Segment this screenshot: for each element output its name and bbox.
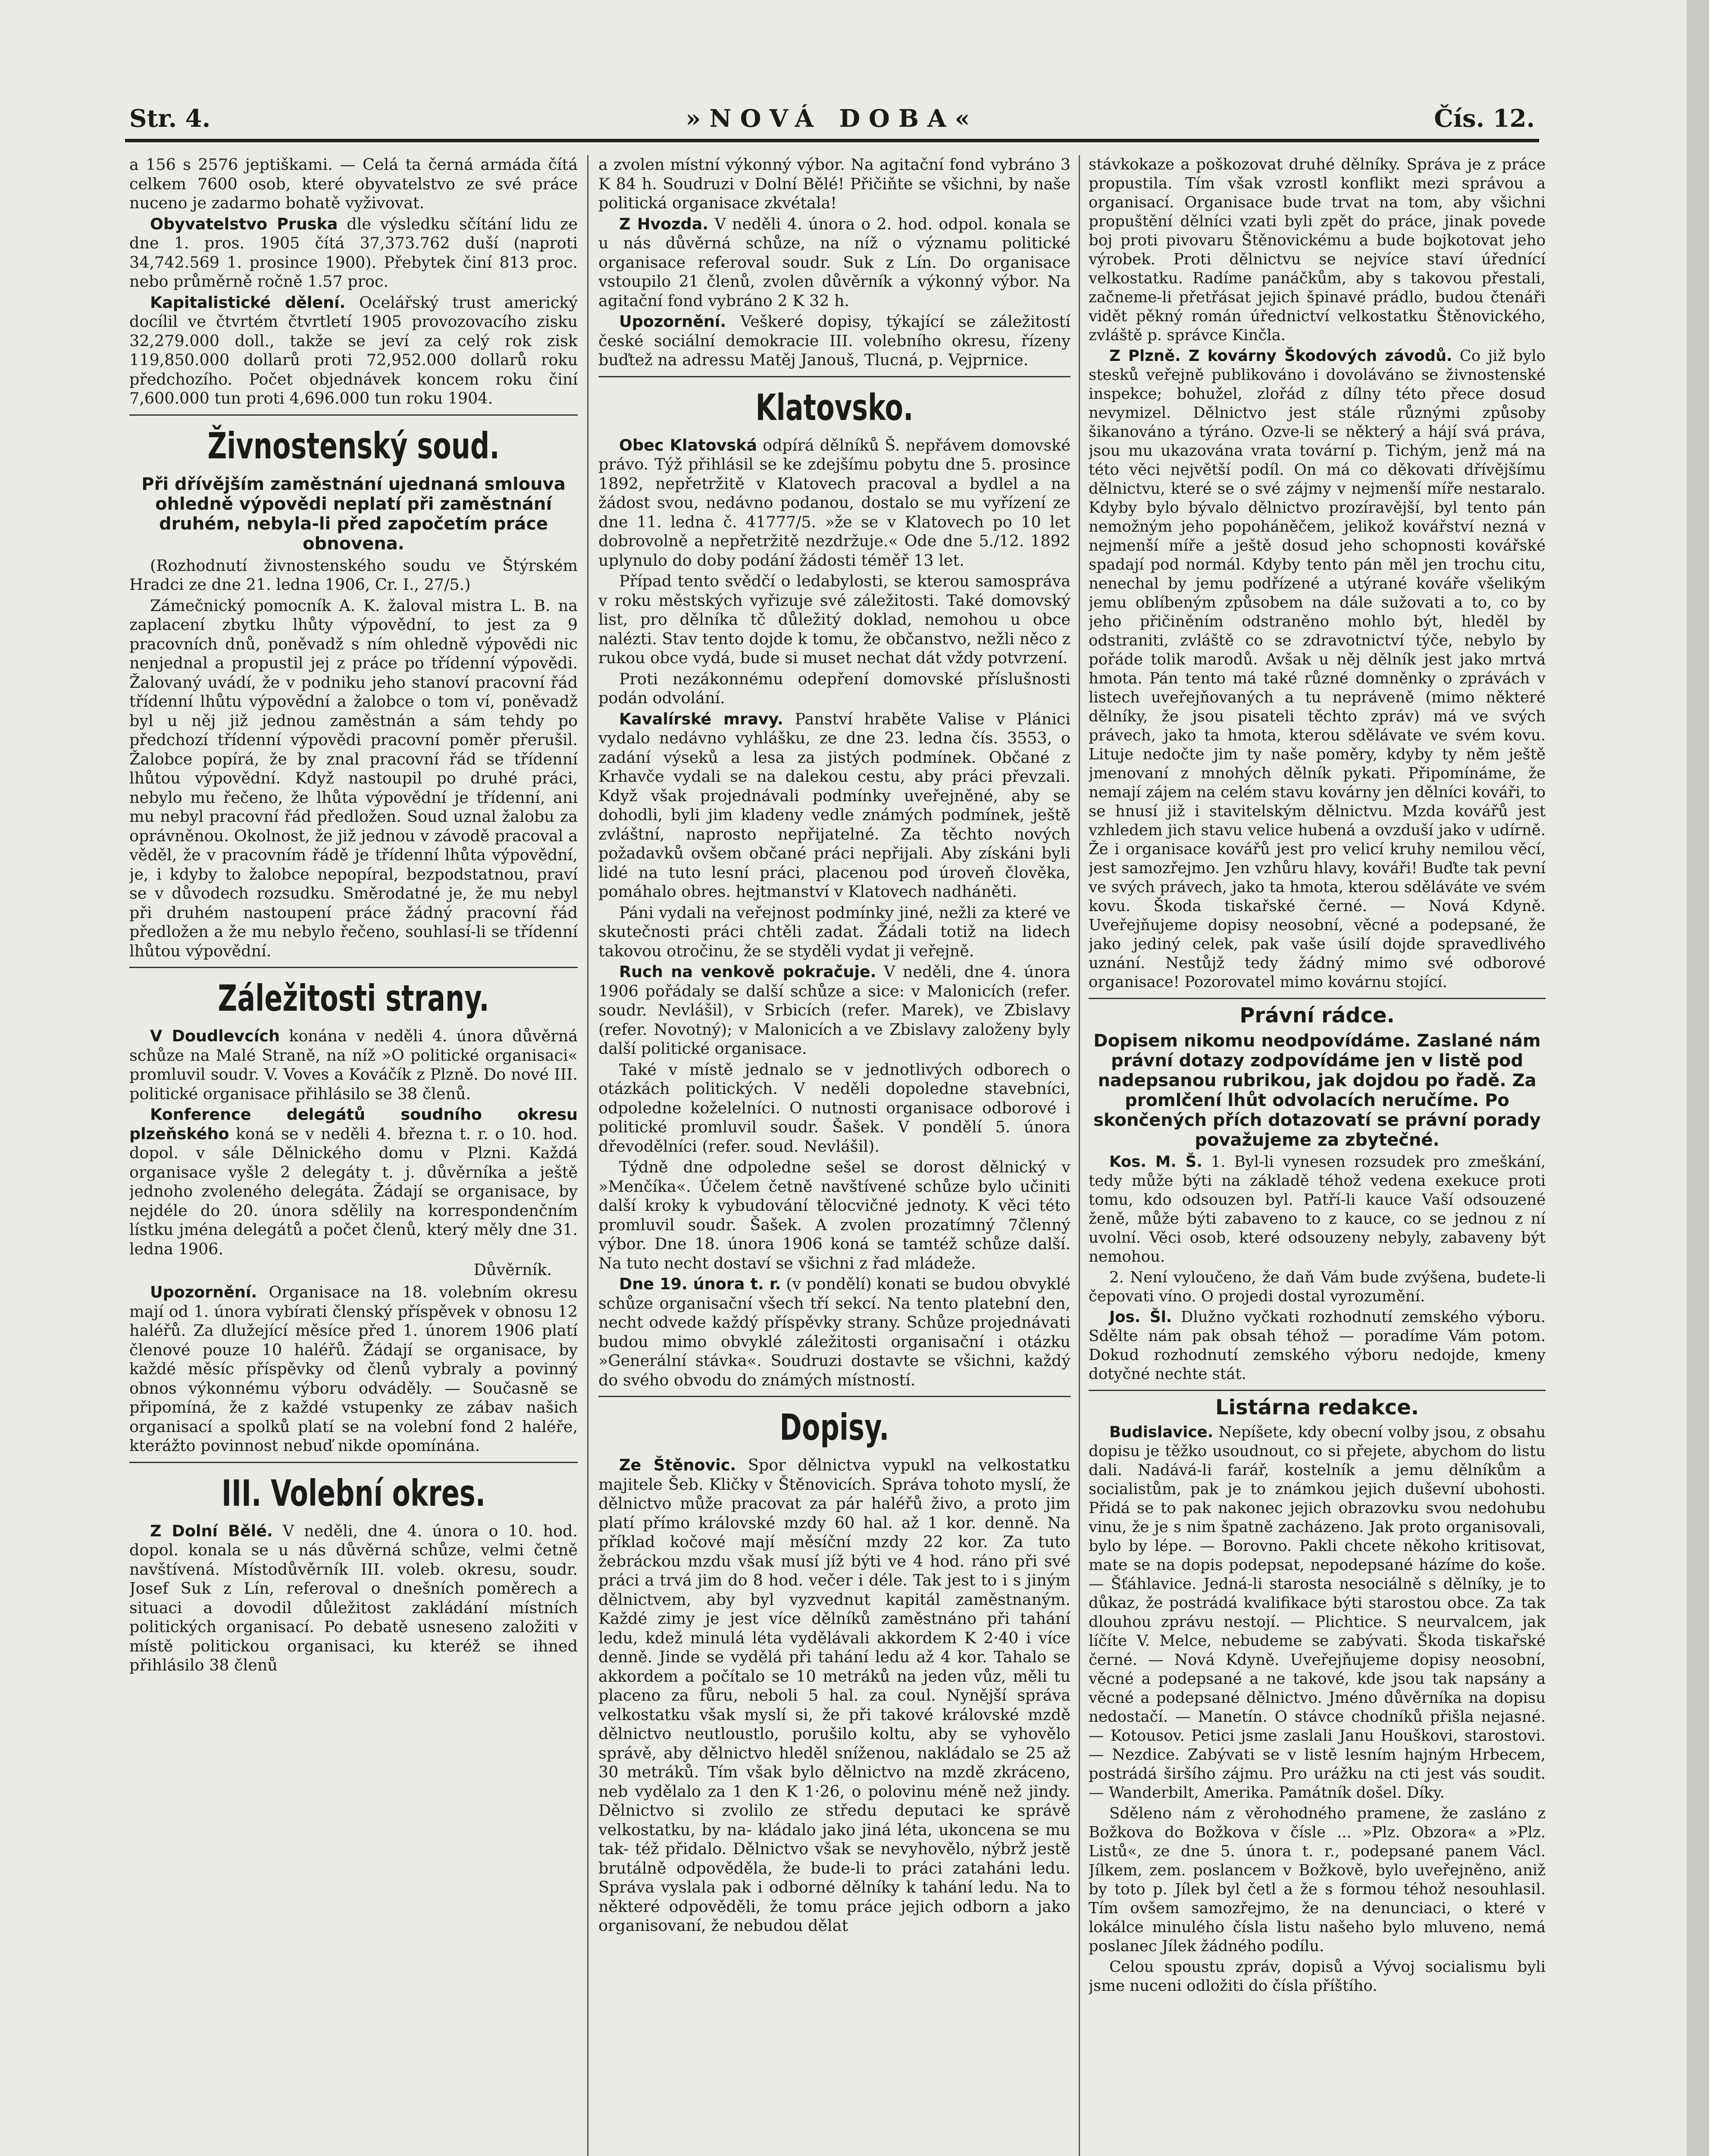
article-text: Dlužno vyčkati rozhodnutí zemského výboru. Sdělte nám pak obsah téhož — poradíme Vám potom. Dokud rozhodnutí zemského výboru nedojde, kmeny dotyčné nechte stát. — [1089, 1308, 1546, 1383]
section-rule — [129, 1462, 578, 1463]
article-paragraph — [129, 293, 578, 408]
article-text: Páni vydali na veřejnost podmínky jiné, nežli za které ve skutečnosti práci chtěli zadat. Žádali totiž na lidech takovou otročinu, že se styděli vydat ji veřejně. — [598, 903, 1070, 960]
article-text: 1. Byl-li vynesen rozsudek pro zmeškání, tedy může býti na základě téhož vedena exekuce proti tomu, kdo odsouzen byl. Patří-li kauce Vaší odsouzené ženě, může býti zabaveno to z kauce, co se jednou z ní uvolní. Věci osob, které odsouzeny nebyly, zabaveny být nemohou. — [1089, 1153, 1546, 1266]
article-text: Nepíšete, kdy obecní volby jsou, z obsahu dopisu je těžko usoudnout, co si přejete, abychom do listu dali. Nadává-li farář, kostelník a jemu dělníkům a socialistům, pak je to známkou jejich duševní ubohosti. Přidá se to pak nakonec jejich obrazovku svou nedohubu vinu, že je s nim špatně zacházeno. Jak proto organisovali, bylo by lépe. — Borovno. Pakli chcete někoho kritisovat, mate se na dopis podepsat, nepodepsané házíme do koše. — Šťáhlavice. Jedná-li starosta nesociálně s dělníky, je to důkaz, že postrádá kvalifikace býti starostou obce. Za tak dlouhou zprávu nestojí. — Plichtice. S neurvalcem, jak líčíte V. Melce, nebudeme se zabývati. Škoda tiskařské černé. — Nová Kdyně. Uveřejňujeme dopisy neosobní, věcné a podepsané a ne takové, kde jsou tak napsány a věcné a podepsané dělnictvo. Jméno důvěrníka na dopisu nedostačí. — Manetín. O stávce chodníků přišla nejasné. — Kotousov. Petici jsme zaslali Janu Houškovi, starostovi. — Nezdice. Zabývati se v listě lesním hajným Hrbecem, postrádá širšího zájmu. Pro urážku na cti jest vás soudit. — Wanderbilt, Amerika. Památník došel. Díky. — [1089, 1423, 1546, 1802]
page-edge — [1687, 0, 1709, 2156]
lead-in: Ze Štěnovic. — [619, 1456, 736, 1474]
section-subheading: Při dřívějším zaměstnání ujednaná smlouva ohledně výpovědi neplatí při zaměstnání druhém, nebyla-li před započetím práce obnovena. — [141, 474, 566, 554]
lead-in: Z Plzně. Z kovárny Škodových závodů. — [1109, 347, 1452, 365]
article-paragraph — [598, 962, 1070, 1059]
article-text: (Rozhodnutí živnostenského soudu ve Štýrském Hradci ze dne 21. ledna 1906, Cr. I., 27/5.) — [129, 556, 578, 594]
lead-in: Upozornění. — [150, 1283, 257, 1301]
lead-in: Ruch na venkově pokračuje. — [619, 962, 876, 981]
article-text: Ocelářský trust americký docílil ve čtvrtém čtvrtletí 1905 provozovacího zisku 32,279.000 doll., takže se jeví za celý rok zisk 119,850.000 dollarů proti 72,952.000 dollarů roku předchozího. Počet objednávek koncem roku činí 7,600.000 tun proti 4,696.000 tun roku 1904. — [129, 293, 578, 407]
article-text: odpírá dělníků Š. nepřávem domovské právo. Týž přihlásil se ke zdejšímu pobytu dne 5. prosince 1892, nepřetržitě v Klatovech pracoval a bydlel a na žádost svou, nedávno podanou, dostalo se mu vyřízení ze dne 11. ledna č. 41777/5. »že se v Klatovech po 10 let dobrovolně a nepřetržitě nezdržuje.« Ode dne 5./12. 1892 uplynulo do doby podání žádosti téměř 13 let. — [598, 436, 1070, 570]
column-2 — [598, 155, 1070, 2156]
article-text: Organisace na 18. volebním okresu mají od 1. února vybírati členský příspěvek v obnosu 12 haléřů. Za dlužející měsíce před 1. únorem 1906 platí členové pouze 10 haléřů. Žádají se organisace, by každé měsíc příspěvky od členů vybraly a povinný obnos výkonnému výboru odváděly. — Současně se připomíná, že z každé vstupenky ze zábav našich organisací a spolků platí se na volební fond 2 haléře, kterážto povinnost nebuď nikde opomínána. — [129, 1283, 578, 1455]
section-rule — [129, 967, 578, 968]
article-text: 2. Není vyloučeno, že daň Vám bude zvýšena, budete-li čepovati víno. O projedi dostal vyrozumění. — [1089, 1269, 1546, 1305]
lead-in: V Doudlevcích — [150, 1027, 280, 1045]
section-rule — [1089, 998, 1546, 999]
column-divider — [1079, 155, 1080, 2156]
article-text: V neděli, dne 4. února o 10. hod. dopol. konala se u nás důvěrná schůze, velmi četně navštívená. Místodůvěrník III. voleb. okresu, soudr. Josef Suk z Lín, referoval o dnešních poměrech a situaci a dovodil důležitost zakládání místních politických organisací. Po debatě usneseno založiti v místě politickou organisaci, ku kteréž se ihned přihlásilo 38 členů — [129, 1521, 578, 1674]
lead-in: Kapitalistické dělení. — [150, 293, 346, 312]
section-rule — [598, 376, 1070, 377]
article-paragraph — [598, 710, 1070, 902]
page-number: Str. 4. — [129, 104, 211, 133]
lead-in: Obec Klatovská — [619, 436, 757, 454]
section-heading: Dopisy. — [779, 1406, 889, 1448]
article-paragraph — [1089, 347, 1546, 992]
article-paragraph — [1089, 1423, 1546, 1802]
lead-in: Kos. M. Š. — [1109, 1153, 1202, 1171]
section-heading: Právní rádce. — [1239, 1003, 1395, 1028]
column-1 — [129, 155, 578, 2156]
article-text: stávkokaze a poškozovat druhé dělníky. Správa je z práce propustila. Tím však vzrostl konflikt mezi správou a organisací. Organisace bude trvat na tom, aby všichni propuštění dělníci vzati byli zpět do práce, jinak povede boj proti pivovaru Štěnovickému a bude bojkotovat jeho výrobek. Proti dělnictvu se nejvíce staví úřednící velkostatku. Radíme panáčkům, aby s takovou přestali, začneme-li přetřásat jejich špinavé prádlo, budou čtenáři vidět pěkný román úřednictví velkostatku Štěnovického, zvláště p. správce Kinčla. — [1089, 156, 1546, 344]
lead-in: Z Dolní Bělé. — [150, 1521, 273, 1540]
article-paragraph — [129, 1027, 578, 1103]
signature: Důvěrník. — [473, 1260, 552, 1279]
article-text: Panství hraběte Valise v Plánici vydalo nedávno vyhlášku, ze dne 23. ledna čís. 3553, o zadání výseků a lesa za jistých podmínek. Občané z Krhavče vydali se na dalekou cestu, aby práci převzali. Když však projednávali podmínky uveřejněné, aby se dohodli, byli jim kladeny vedle známých podmínek, ještě zvláštní, naprosto nepřijatelné. Za těchto nových požadavků ovšem občané práci nepřijali. Aby získáni byli lidé na tuto lesní práci, placenou pod úroveň člověka, pomáhalo obres. hejtmanství v Klatovech nadháněti. — [598, 709, 1070, 901]
article-text: Co již bylo stesků veřejně publikováno i dovoláváno se živnostenské inspekce; bohužel, zlořád z dílny této přece dosud nevymizel. Dělnictvo jest stále různými způsoby šikanováno a týráno. Ozve-li se některý a hájí svá práva, jsou mu ukazována vrata tovární p. Tichým, jenž má na této věci největší podíl. On má co děkovati dřívějšímu dělnictvu, které se o své zájmy v nejmenší míře nestaralo. Kdyby bylo bývalo dělnictvo prozíravější, byl tento pán nemožným jeho popoháněčem, jelikož kovářství nezná v nejmenší míře a ještě dosud jeho schopnosti kovářské spadají pod normál. Kdyby tento pán měl jen trochu citu, nenechal by jemu podřízené a utýrané kováře všelikým jemu oblíbeným způsobem na dále sužovati a to, co by jeho přičiněním odstraněno mohlo být, hleděl by odstraniti, zvláště co se zdravotnictví týče, nebylo by pořáde tolik marodů. Avšak u něj dělník jest jako mrtvá hmota. Pán tento má také různé domněnky o zprávách v listech uveřejňovaných a tu nepráveně (mimo některé dělníky, že jsou pisateli těchto zpráv) má ve svých právech, jako ta hmota, kterou sdělávate ve svém kovu. Lituje nedočte jim ty naše poměry, kdyby ty něm ještě jmenovaní z mnohých dělník pykati. Připomínáme, že nemají zájem na celém stavu kovárny jen dělníci kováři, to se hnusí již i stavitelským dělnictvu. Mzda kovářů jest vzhledem jich stavu velice hubená a ovzduší jako v udírně. Že i organisace kovářů jest pro velicí kruhy nemilou věcí, jest samozřejmo. Jen vzhůru hlavy, kováři! Buďte tak pevní ve svých právech, jako ta hmota, kterou sděláváte ve svém kovu. Škoda tiskařské černé. — Nová Kdyně. Uveřejňujeme dopisy neosobní, věcné a podepsané, že jako jediný celek, pak vaše úsilí dojde spravedlivého uznání. Nestůjž tedy žádný mimo své odborové organisace! Pozorovatel mimo kovárnu stojící. — [1089, 347, 1546, 991]
article-text: dle výsledku sčítání lidu ze dne 1. pros. 1905 čítá 37,373.762 duší (naproti 34,742.569 1. prosince 1900). Přebytek činí 813 proc. nebo průměrně ročně 1.57 proc. — [129, 214, 578, 291]
section-rule — [598, 1396, 1070, 1397]
section-heading: III. Volební okres. — [221, 1472, 486, 1514]
article-paragraph — [598, 215, 1070, 311]
article-text: (v pondělí) konati se budou obvyklé schůze organisační všech tří sekcí. Na tento platební den, necht odvede každý příspěvky strany. Schůze projednávati budou mimo obvyklé záležitosti organisační i otázku »Generální stávka«. Soudruzi dostavte se všichni, každý do svého obvodu do známých místností. — [598, 1275, 1070, 1389]
article-text: Celou spoustu zpráv, dopisů a Vývoj socialismu byli jsme nuceni odložiti do čísla příštího. — [1089, 1958, 1546, 1995]
header-rule — [125, 139, 1539, 142]
article-text: V neděli 4. února o 2. hod. odpol. konala se u nás důvěrná schůze, na níž o významu politické organisace referoval soudr. Suk z Lín. Do organisace vstoupilo 21 členů, zvolen důvěrník a výkonný výbor. Na agitační fond vybráno 2 K 32 h. — [598, 214, 1070, 310]
article-text: Také v místě jednalo se v jednotlivých odborech o otázkách politických. V neděli dopoledne stavebníci, odpoledne koželelníci. O nutnosti organisace odborové i politické promluvil soudr. Šašek. V pondělí 5. února dřevodělníci (refer. soud. Nevlášil). — [598, 1060, 1070, 1156]
article-paragraph — [129, 215, 578, 291]
article-text: a 156 s 2576 jeptiškami. — Celá ta černá armáda čítá celkem 7600 osob, které obyvatelstvo ze své práce nuceno je zadarmo bohatě vyživovat. — [129, 155, 578, 212]
article-paragraph — [129, 1522, 578, 1675]
article-paragraph — [598, 1456, 1070, 1936]
article-paragraph — [129, 1283, 578, 1456]
article-text: konána v neděli 4. února důvěrná schůze na Malé Straně, na níž »O politické organisaci« promluvil soudr. V. Voves a Kováčík z Plzně. Do nové III. politické organisace přihlásilo se 38 členů. — [129, 1027, 578, 1103]
article-paragraph — [129, 1105, 578, 1259]
article-paragraph — [1089, 1308, 1546, 1384]
article-paragraph — [598, 436, 1070, 570]
article-text: Sděleno nám z věrohodného pramene, že zasláno z Božkova do Božkova v čísle ... »Plz. Obzora« a »Plz. Listů«, ze dne 5. února t. r., podepsané panem Václ. Jílkem, zem. poslancem v Božkově, bylo uveřejněno, aniž by toto p. Jílek byl četl a že s formou téhož nesouhlasil. Tím ovšem samozřejmo, že na denunciaci, o které v lokálce minulého čísla listu našeho bylo mluveno, nemá poslanec Jílek žádného podílu. — [1089, 1805, 1546, 1955]
section-subheading: Dopisem nikomu neodpovídáme. Zaslané nám právní dotazy zodpovídáme jen v listě pod nadepsanou rubrikou, jak dojdou po řadě. Za promlčení lhůt odvolacích neručíme. Po skončených přích dotazovatí se právní porady považujeme za zbytečné. — [1093, 1031, 1541, 1150]
masthead-title: »NOVÁ DOBA« — [685, 104, 979, 133]
column-3 — [1089, 155, 1546, 2156]
article-paragraph — [1089, 1153, 1546, 1266]
section-heading: Záležitosti strany. — [218, 977, 489, 1019]
lead-in: Z Hvozda. — [619, 214, 709, 233]
article-paragraph — [598, 1275, 1070, 1390]
article-text: Týdně dne odpoledne sešel se dorost dělnický v »Menčíka«. Účelem četně navštívené schůze bylo učiniti další kroky k vybudování tělocvičné jednoty. K věci této promluvil soudr. Šašek. A zvolen prozatímný 7členný výbor. Dne 18. února 1906 koná se tamtéž schůze další. Na tuto necht dostaví se všichni z řad mládeže. — [598, 1158, 1070, 1272]
article-text: Veškeré dopisy, týkající se záležitostí české sociální demokracie III. volebního okresu, řízeny buďtež na adressu Matěj Janouš, Tlucná, p. Vejprnice. — [598, 312, 1070, 369]
section-rule — [129, 414, 578, 416]
section-heading: Listárna redakce. — [1215, 1395, 1419, 1420]
article-text: Proti nezákonnému odepření domovské příslušnosti podán odvolání. — [598, 669, 1070, 707]
lead-in: Obyvatelstvo Pruska — [150, 214, 338, 233]
lead-in: Kavalírské mravy. — [619, 709, 783, 728]
lead-in: Konference delegátů soudního okresu plzeňského — [129, 1105, 578, 1143]
article-text: koná se v neděli 4. března t. r. o 10. hod. dopol. v sále Dělnického domu v Plzni. Každá organisace vyšle 2 delegáty t. j. důvěrníka a ještě jednoho zvoleného delegáta. Žádají se organisace, by nejdéle do 20. února sdělily na korrespondenčním lístku jména delegátů a počet členů, který měly dne 31. ledna 1906. — [129, 1124, 578, 1258]
article-text: a zvolen místní výkonný výbor. Na agitační fond vybráno 3 K 84 h. Soudruzi v Dolní Bělé! Přičiňte se všichni, by naše politická organisace zkvétala! — [598, 155, 1070, 212]
lead-in: Jos. Šl. — [1109, 1308, 1172, 1326]
page-header — [129, 96, 1535, 135]
section-heading: Klatovsko. — [755, 386, 914, 429]
article-text: V neděli, dne 4. února 1906 pořádaly se další schůze a sice: v Malonicích (refer. soudr. Nevlášil), v Srbicích (refer. Marek), ve Zbislavy (refer. Novotný); v Malonicích a ve Zbislavy založeny byly další politické organisace. — [598, 962, 1070, 1058]
issue-number: Čís. 12. — [1434, 104, 1535, 133]
article-text: Případ tento svědčí o ledabylosti, se kterou samospráva v roku městských vyřizuje své záležitosti. Také domovský list, pro dělníka tč důležitý doklad, nemohou u obce nalézti. Stav tento dojde k tomu, že občanstvo, nežli něco z rukou obce vydá, bude si muset nechat dát vždy potvrzení. — [598, 572, 1070, 667]
article-paragraph — [598, 312, 1070, 370]
article-text: Zámečnický pomocník A. K. žaloval mistra L. B. na zaplacení zbytku lhůty výpovědní, to jest za 9 pracovních dnů, poněvadž s ním ohledně výpovědi nic nenjednal a propustil jej z práce po třídenní výpovědi. Žalovaný uvádí, že v podniku jeho stanoví pracovní řád třídenní lhůtu výpovědní a žalobce o tom ví, poněvadž byl u něj již jednou zaměstnán a sám tehdy po předchozí třídenní výpovědi pracovní poměr přerušil. Žalobce popírá, že by znal pracovní řád se třídenní lhůtou výpovědní. Když nastoupil po druhé práci, nebylo mu řečeno, že lhůta výpovědní je třídenní, ani mu nebyl pracovní řád předložen. Soud uznal žalobu za oprávněnou. Okolnost, že již jednou v závodě pracoval a věděl, že v pracovním řádě je třídenní lhůta výpovědní, je, i kdyby to žalobce nepopíral, bezpodstatnou, praví se v důvodech rozsudku. Směrodatné je, že mu nebyl při druhém nastoupení práce žádný pracovní řád předložen a že mu nebylo řečeno, souhlasí-li se třídenní lhůtou výpovědní. — [129, 596, 578, 960]
column-divider — [587, 155, 588, 2156]
article-text: Spor dělnictva vypukl na velkostatku majitele Šeb. Kličky v Štěnovicích. Správa tohoto myslí, že dělnictvo může pracovat za pár haléřů živo, a proto jim platí přímo královské mzdy 60 hal. až 1 kor. denně. Na příklad kočové mají měsíční mzdy 22 kor. Za tuto žebráckou mzdu však musí jíž býti ve 4 hod. ráno při své práci a trvá jim do 8 hod. večer i déle. Tak jest to i s jiným dělnictvem, aby byl vyzvednut kapitál zaměstnaným. Každé zimy je jest více dělníků zaměstnáno při tahání ledu, kdež minulá léta vydělávali akkordem K 2·40 i více denně. Jinde se vydělá při tahání ledu až 4 kor. Tahalo se akkordem a počítalo se 10 metráků na jeden vůz, měli tu placeno za fůru, neboli 5 hal. za coul. Nynější správa velkostatku však myslí si, že při takové královské mzdě dělnictvo neutloustlo, porušilo koltu, aby se vyhovělo správě, aby dělnictvo hleděl sníženou, nakládalo se 25 až 30 metráků. Tím však bylo dělnictvo na mzdě zkráceno, neb vydělalo za 1 den K 1·26, o polovinu méně než jindy. Dělnictvo si zvolilo ze středu deputaci ke správě velkostatku, by na- kládalo jako jiná léta, ukoncena se mu tak- též přidalo. Dělnictvo však se nevyhovělo, nýbrž jestě brutálně odpověděla, že bude-li to práci zataháni ledu. Správa vyslala pak i odborné dělníky k tahání ledu. Na to některé odpověděli, že tomu práce jejich odborn a jako organisovaní, že nebudou dělat — [598, 1456, 1070, 1935]
lead-in: Dne 19. února t. r. — [619, 1275, 781, 1293]
section-rule — [1089, 1390, 1546, 1391]
section-heading: Živnostenský soud. — [207, 424, 500, 467]
lead-in: Budislavice. — [1109, 1423, 1214, 1441]
lead-in: Upozornění. — [619, 312, 726, 331]
